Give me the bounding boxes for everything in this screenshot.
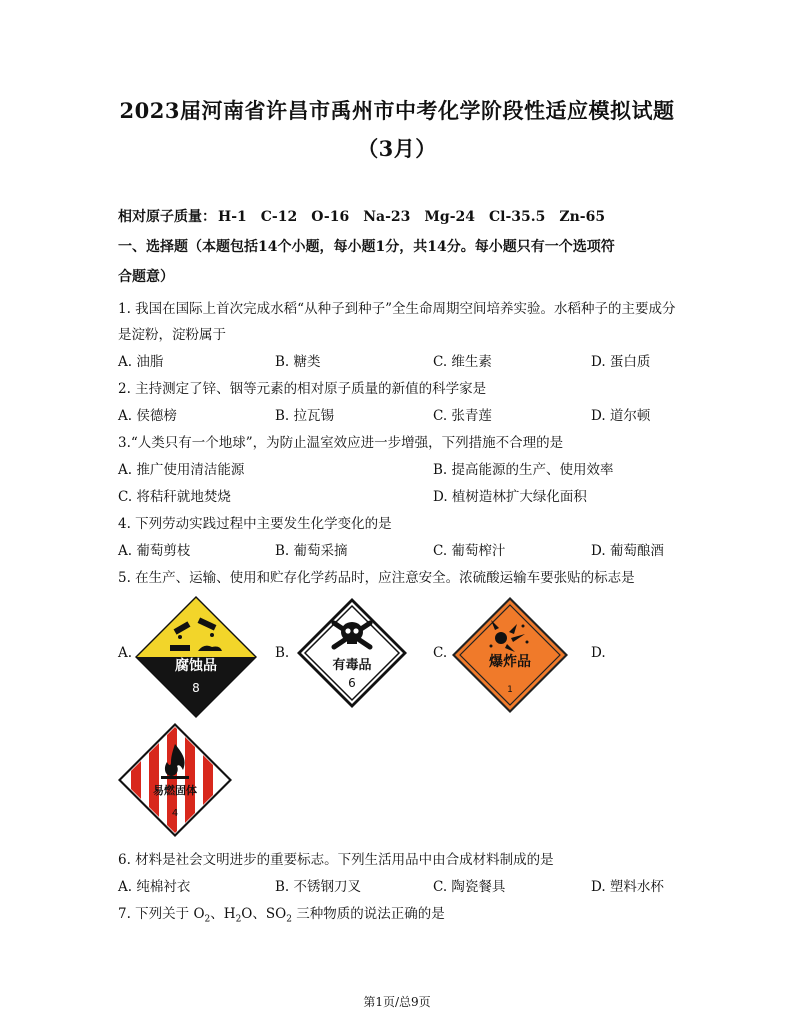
corrosive-top-half [134,595,258,657]
formula-h2o-tail: O [241,906,253,922]
explosive-sign-label: 爆炸品 [489,654,531,670]
question-1-stem: 1. 我国在国际上首次完成水稻“从种子到种子”全生命周期空间培养实验。水稻种子的主要成分 [118,301,676,317]
flammable-solid-sign-image [117,722,233,838]
question-2-option-c: C. 张青莲 [433,408,492,424]
question-1-option-a: A. 油脂 [118,354,164,370]
page-footer: 第1页/总9页 [363,995,431,1009]
formula-so2: SO [265,906,287,922]
question-2-option-b: B. 拉瓦锡 [275,408,335,424]
question-4-option-c: C. 葡萄榨汁 [433,543,506,559]
question-4-option-b: B. 葡萄采摘 [275,543,348,559]
question-6-option-d: D. 塑料水杯 [591,879,664,895]
exam-title: 2023届河南省许昌市禹州市中考化学阶段性适应模拟试题 [119,98,675,123]
question-4-stem: 4. 下列劳动实践过程中主要发生化学变化的是 [118,516,392,532]
formula-subscript: 2 [235,914,242,925]
question-3-stem: 3.“人类只有一个地球”，为防止温室效应进一步增强，下列措施不合理的是 [118,435,564,451]
question-1-option-b: B. 糖类 [275,354,321,370]
corrosive-sign-number: 8 [192,681,200,695]
section-heading: 一、选择题（本题包括14个小题，每小题1分，共14分。每小题只有一个选项符 [118,239,615,255]
question-3-option-c: C. 将秸秆就地焚烧 [118,489,231,505]
formula-separator: 、 [252,906,266,922]
formula-subscript: 2 [204,914,211,925]
atomic-mass-item: Mg-24 [424,209,475,225]
exam-subtitle: （3月） [357,136,437,161]
flammable-solid-sign-label: 易燃固体 [153,784,197,797]
atomic-mass-item: Zn-65 [559,209,606,225]
question-4-option-a: A. 葡萄剪枝 [118,543,191,559]
question-7-suffix: 三种物质的说法正确的是 [291,906,445,922]
explosive-sign-image [451,596,569,714]
question-7-prefix: 7. 下列关于 [118,906,194,922]
question-5-stem: 5. 在生产、运输、使用和贮存化学药品时，应注意安全。浓硫酸运输车要张贴的标志是 [118,570,635,586]
explosive-sign-number: 1 [507,685,513,695]
question-5-option-b: B. [275,645,290,661]
question-5-option-d: D. [591,645,606,661]
question-5-option-c: C. [433,645,448,661]
question-6-option-c: C. 陶瓷餐具 [433,879,506,895]
question-2-option-a: A. 侯德榜 [118,408,177,424]
question-4-option-d: D. 葡萄酿酒 [591,543,664,559]
question-5-option-a: A. [118,645,133,661]
toxic-sign-image [296,597,408,709]
corrosive-sign-label: 腐蚀品 [175,658,217,674]
question-3-option-d: D. 植树造林扩大绿化面积 [433,489,587,505]
question-2-option-d: D. 道尔顿 [591,408,651,424]
atomic-mass-item: Cl-35.5 [489,209,546,225]
atomic-mass-item: C-12 [260,209,298,225]
formula-separator: 、 [210,906,224,922]
question-6-option-b: B. 不锈钢刀叉 [275,879,362,895]
corrosive-sign-image [134,595,258,719]
question-3-option-b: B. 提高能源的生产、使用效率 [433,462,614,478]
question-1-option-d: D. 蛋白质 [591,354,651,370]
formula-h2o: H [223,906,236,922]
atomic-mass-line [118,206,619,226]
question-3-option-a: A. 推广使用清洁能源 [118,462,245,478]
question-6-option-a: A. 纯棉衬衣 [118,879,191,895]
toxic-sign-number: 6 [348,676,356,690]
formula-subscript: 2 [286,914,292,925]
atomic-mass-item: O-16 [311,209,350,225]
question-2-stem: 2. 主持测定了锌、铟等元素的相对原子质量的新值的科学家是 [118,381,487,397]
toxic-sign-label: 有毒品 [332,658,372,673]
section-heading-cont: 合题意） [118,269,174,285]
question-1-stem-cont: 是淀粉，淀粉属于 [118,327,226,343]
red-white-stripes [117,722,233,838]
atomic-mass-item: H-1 [218,209,247,225]
flammable-solid-sign-number: 4 [171,808,179,819]
atomic-mass-item: Na-23 [363,209,411,225]
question-1-option-c: C. 维生素 [433,354,492,370]
formula-o2: O [193,906,205,922]
question-6-stem: 6. 材料是社会文明进步的重要标志。下列生活用品中由合成材料制成的是 [118,852,554,868]
question-7-stem [118,902,445,925]
atomic-mass-label: 相对原子质量： [118,209,216,225]
